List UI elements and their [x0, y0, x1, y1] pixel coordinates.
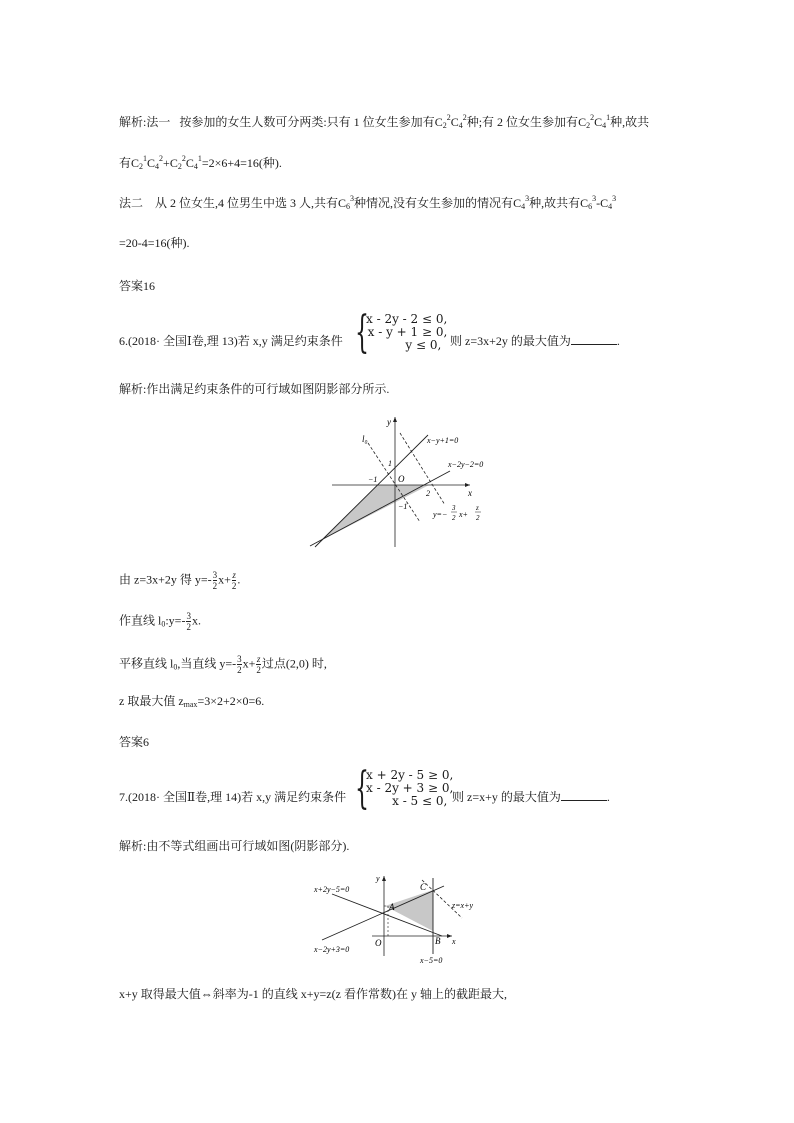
q7-figure	[312, 868, 482, 968]
answer-5: 答案16	[119, 279, 156, 293]
q6-constraint-3: y ≤ 0,	[405, 338, 442, 352]
svg-text:2: 2	[452, 514, 456, 522]
q6-step4: z 取最大值 $z_{max}=3\times 2+2\times 0=6$.	[119, 694, 265, 709]
method2-label: 法二	[119, 196, 144, 210]
svg-text:O: O	[375, 938, 382, 948]
q6-suffix: 则 z=3x+2y 的最大值为 .	[450, 334, 620, 348]
q6-constraints	[366, 313, 447, 352]
sol5-line3: 法二 从 2 位女生,4 位男生中选 3 人,共有$C_6^3$种情况,没有女生参加的情况有$C_4^3$种,故共有$C_6^3-C_4^3$	[119, 194, 617, 211]
svg-text:2: 2	[426, 489, 430, 498]
svg-text:O: O	[398, 474, 405, 484]
q7-constraints	[366, 769, 453, 808]
q6-answer-blank	[571, 334, 617, 345]
q6-brace: {	[355, 307, 369, 358]
svg-text:C: C	[420, 882, 427, 892]
q7-suffix: 则 z=x+y 的最大值为 .	[452, 790, 610, 804]
method1-label: 解析:法一	[119, 115, 171, 129]
svg-text:y: y	[376, 874, 380, 883]
answer-6: 答案6	[119, 735, 150, 749]
svg-text:x: x	[468, 488, 472, 498]
comb-c22: $C_2^2$	[578, 113, 595, 130]
sol5-line2: 有$C_2^1C_4^2+C_2^2C_4^1=2\times 6+4=16$(种).	[119, 154, 282, 171]
q6-solution-intro: 解析:作出满足约束条件的可行域如图阴影部分所示.	[119, 382, 390, 396]
q7-brace: {	[355, 763, 369, 814]
q6-constraint-1: x - 2y - 2 ≤ 0,	[366, 312, 448, 326]
method2-result: =20-4=16(种).	[119, 236, 190, 250]
svg-text:y: y	[387, 417, 391, 427]
svg-text:−1: −1	[398, 502, 408, 511]
svg-text:−1: −1	[368, 475, 378, 484]
svg-text:1: 1	[388, 459, 392, 468]
q6-constraint-2: x - y + 1 ≥ 0,	[367, 325, 448, 339]
method1-tail: 种,故共	[610, 115, 650, 129]
svg-text:x−2y+3=0: x−2y+3=0	[314, 945, 350, 954]
q6-feasible-region	[320, 485, 429, 541]
q6-step1: 由 z=3x+2y 得 y=- $\frac{3}{2}$ x+ $\frac{z}{2}$ .	[119, 570, 241, 591]
comb-c43: $C_4^3$	[513, 194, 530, 211]
comb-c63: $C_6^3$	[338, 194, 355, 211]
svg-text:x+2y−5=0: x+2y−5=0	[314, 885, 350, 894]
comb-c42: $C_4^2$	[450, 113, 467, 130]
comb-c21: $C_2^2$	[434, 113, 451, 130]
svg-text:x: x	[452, 937, 456, 946]
svg-text:3: 3	[452, 504, 456, 512]
method1-text: 按参加的女生人数可分两类:只有 1 位女生参加有	[179, 115, 435, 129]
svg-text:2: 2	[476, 514, 480, 522]
sol5-line1	[119, 110, 649, 134]
q7-constraint-3: x - 5 ≤ 0,	[392, 794, 448, 808]
q6-label-l0: l₀	[362, 434, 368, 444]
method1-mid: 种;有 2 位女生参加有	[466, 115, 579, 129]
q6-step2: 作直线 $l_0:y=-$ $\frac{3}{2}$ x.	[119, 611, 201, 632]
svg-text:B: B	[435, 936, 441, 946]
q7-answer-blank	[561, 790, 607, 801]
comb-c41: $C_4^1$	[594, 113, 611, 130]
q6-prefix: 6.(2018· 全国Ⅰ卷,理 13)若 x,y 满足约束条件	[119, 334, 343, 348]
q6-step3: 平移直线 $l_0$,当直线 y=- $\frac{3}{2}$ x+ $\frac{z}{2}$ 过点(2,0) 时,	[119, 654, 327, 675]
svg-text:z: z	[476, 504, 479, 512]
q7-constraint-2: x - 2y + 3 ≥ 0,	[366, 781, 454, 795]
q7-prefix: 7.(2018· 全国Ⅱ卷,理 14)若 x,y 满足约束条件	[119, 790, 347, 804]
svg-text:A: A	[389, 902, 395, 912]
q6-label-line2: x−2y−2=0	[448, 460, 484, 469]
svg-text:x+: x+	[459, 510, 468, 519]
method1-result: =2×6+4=16(种).	[201, 156, 282, 170]
svg-text:y=−: y=−	[433, 510, 448, 519]
q6-figure	[300, 405, 500, 555]
q7-solution-intro: 解析:由不等式组画出可行域如图(阴影部分).	[119, 839, 350, 853]
svg-text:x−5=0: x−5=0	[420, 956, 443, 965]
q7-last-line: x+y 取得最大值⇔斜率为-1 的直线 x+y=z(z 看作常数)在 y 轴上的截距最大,	[119, 987, 507, 1001]
q7-constraint-1: x + 2y - 5 ≥ 0,	[366, 768, 454, 782]
q6-label-line1: x−y+1=0	[427, 436, 459, 445]
svg-text:z=x+y: z=x+y	[452, 901, 474, 910]
